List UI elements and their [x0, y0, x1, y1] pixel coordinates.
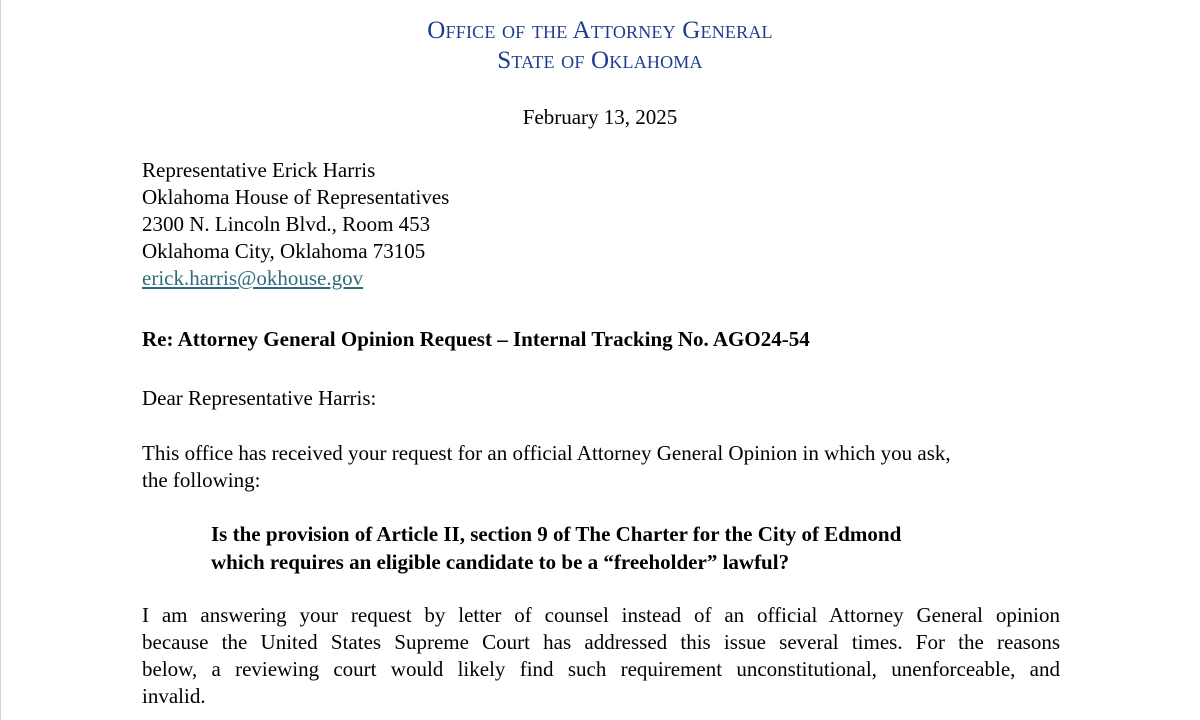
letterhead — [0, 16, 1200, 76]
letter-date: February 13, 2025 — [522, 105, 678, 129]
recipient-name: Representative Erick Harris — [142, 158, 376, 182]
answer-line-3: below, a reviewing court would likely find such requirement unconstitutional, unenforceable, and — [142, 657, 1060, 681]
recipient-city: Oklahoma City, Oklahoma 73105 — [142, 239, 426, 263]
intro-line-1: This office has received your request for an official Attorney General Opinion in which you ask, — [142, 441, 951, 465]
question-blockquote — [211, 520, 1031, 576]
answer-paragraph — [142, 602, 1060, 710]
answer-line-1: I am answering your request by letter of counsel instead of an official Attorney General opinion — [142, 603, 1060, 627]
intro-paragraph — [142, 440, 1060, 494]
answer-line-2: because the United States Supreme Court has addressed this issue several times. For the reasons — [142, 630, 1060, 654]
recipient-address — [142, 157, 449, 292]
recipient-organization: Oklahoma House of Representatives — [142, 185, 450, 209]
subject-line: Re: Attorney General Opinion Request – Internal Tracking No. AGO24-54 — [142, 327, 810, 351]
question-line-2: which requires an eligible candidate to be a “freeholder” lawful? — [211, 550, 790, 574]
intro-line-2: the following: — [142, 468, 261, 492]
answer-line-4: invalid. — [142, 684, 206, 708]
letterhead-state: State of Oklahoma — [497, 47, 703, 74]
recipient-street: 2300 N. Lincoln Blvd., Room 453 — [142, 212, 431, 236]
letterhead-office: Office of the Attorney General — [427, 17, 773, 44]
recipient-email-link[interactable]: erick.harris@okhouse.gov — [142, 266, 364, 290]
question-line-1: Is the provision of Article II, section 9 of The Charter for the City of Edmond — [211, 522, 902, 546]
salutation: Dear Representative Harris: — [142, 386, 377, 410]
